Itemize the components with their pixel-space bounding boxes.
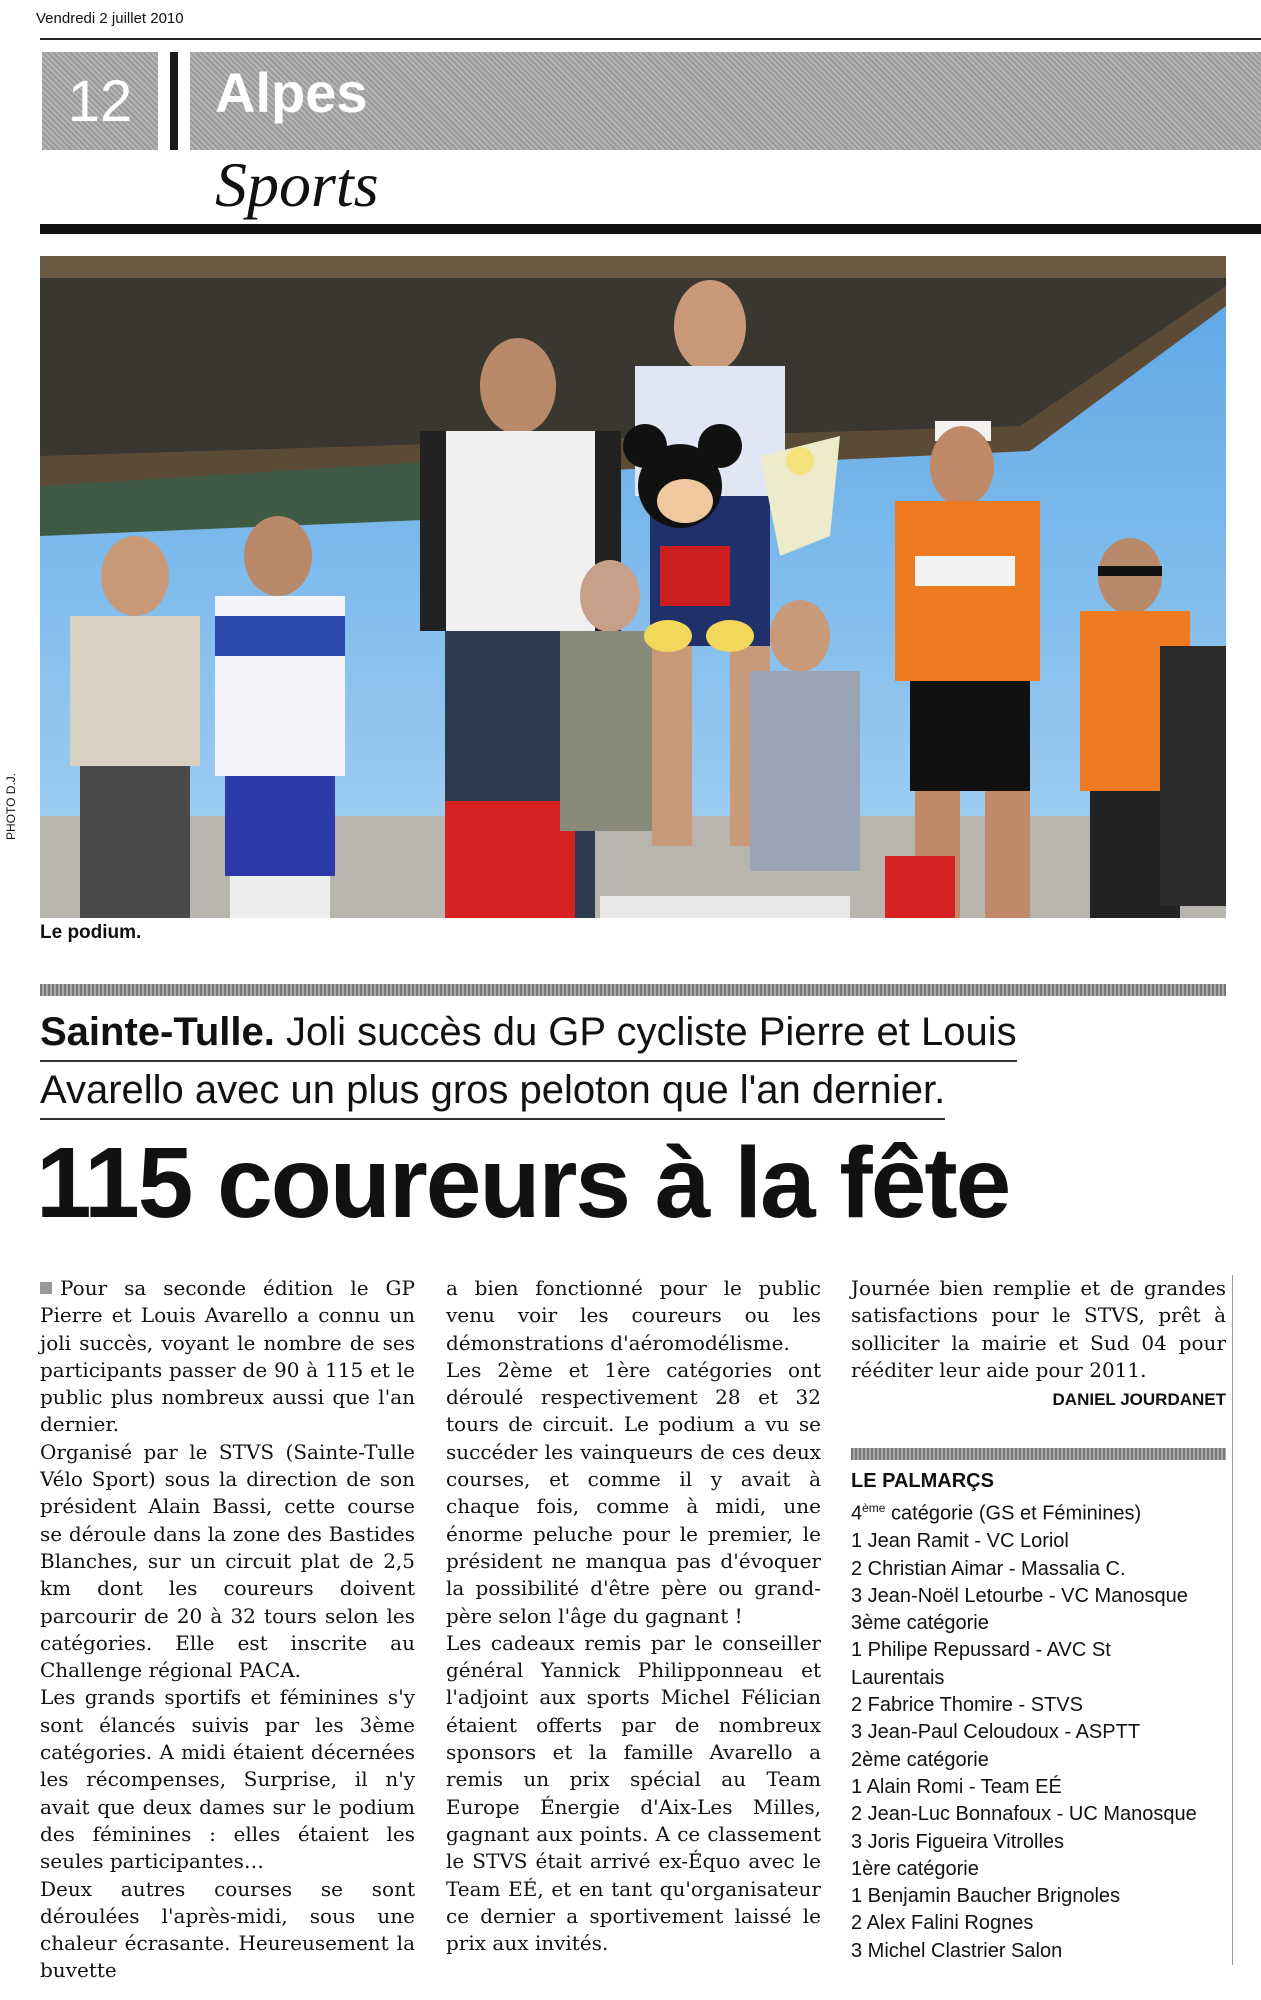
result-row: 1 Philipe Repussard - AVC St bbox=[851, 1639, 1111, 1662]
result-row: 2 Alex Falini Rognes bbox=[851, 1912, 1034, 1935]
result-row: 2 Christian Aimar - Massalia C. bbox=[851, 1557, 1126, 1580]
paragraph-text: Pour sa seconde édition le GP Pierre et Louis Avarello a connu un joli succès, voyant le nombre de ses participants passer de 90 à 115 et le public plus nombreux aussi que l'an dernier. bbox=[40, 1276, 415, 1437]
kicker-line-2: Avarello avec un plus gros peloton que l'an dernier. bbox=[40, 1062, 945, 1120]
article-paragraph: Les grands sportifs et féminines s'y sont élancés suivis par les 3ème catégories. A midi étaient décernées les récompenses, Surprise, il n'y avait que deux dames sur le podium des féminines : elles étaient les seules participantes… bbox=[40, 1685, 415, 1874]
article-paragraph: Deux autres courses se sont déroulées l'après-midi, sous une chaleur écrasante. Heureusement la buvette bbox=[40, 1876, 415, 1983]
result-row: 1 Alain Romi - Team EÉ bbox=[851, 1775, 1062, 1798]
article-paragraph: a bien fonctionné pour le public venu voir les coureurs ou les démonstrations d'aéromodélisme. bbox=[446, 1276, 821, 1355]
header-thick-rule bbox=[40, 224, 1261, 234]
podium-photo-illustration bbox=[40, 256, 1226, 918]
article-paragraph: Journée bien remplie et de grandes satisfactions pour le STVS, prêt à solliciter la mairie et Sud 04 pour rééditer leur aide pour 2011. bbox=[851, 1276, 1226, 1382]
subsection-title: Sports bbox=[215, 149, 379, 220]
result-row: 3 Jean-Paul Celoudoux - ASPTT bbox=[851, 1721, 1141, 1744]
article-paragraph: Les cadeaux remis par le conseiller général Yannick Philipponneau et l'adjoint aux sports Michel Félician étaient offerts par de nombreux sponsors et la famille Avarello a remis un prix spécial au Team Europe Énergie d'Aix-Les Milles, gagnant aux points. A ce classement le STVS était arrivé ex-Équo avec le Team EÉ, et en tant qu'organisateur ce dernier a sportivement laissé le prix aux invités. bbox=[446, 1630, 821, 1956]
category-heading bbox=[851, 1495, 1231, 1528]
result-row: 3 Jean-Noël Letourbe - VC Manosque bbox=[851, 1584, 1188, 1607]
article-paragraph bbox=[40, 1275, 415, 1439]
result-row: 3 Michel Clastrier Salon bbox=[851, 1939, 1063, 1962]
podium-photo bbox=[40, 256, 1226, 918]
palmares-bar bbox=[851, 1448, 1226, 1460]
category-label: catégorie (GS et Féminines) bbox=[885, 1502, 1142, 1525]
result-row: 1 Jean Ramit - VC Loriol bbox=[851, 1530, 1069, 1553]
result-row: 2 Jean-Luc Bonnafoux - UC Manosque bbox=[851, 1803, 1197, 1826]
photo-credit: PHOTO D.J. bbox=[4, 772, 18, 840]
article-paragraph: Les 2ème et 1ère catégories ont déroulé respectivement 28 et 32 tours de circuit. Le podium a vu se succéder les vainqueurs de ces deux courses, et comme il y avait à chaque fois, comme à midi, une énorme peluche pour le premier, le président ne manqua pas d'évoquer la possibilité d'être père ou grand-père selon l'âge du gagnant ! bbox=[446, 1357, 821, 1628]
page-number: 12 bbox=[42, 52, 158, 150]
article-paragraph: Organisé par le STVS (Sainte-Tulle Vélo Sport) sous la direction de son président Alain Bassi, cette course se déroule dans la zone des Bastides Blanches, sur un circuit plat de 2,5 km dont les coureurs doivent parcourir de 20 à 32 tours selon les catégories. Elle est inscrite au Challenge régional PACA. bbox=[40, 1439, 415, 1683]
lead-square-icon bbox=[40, 1282, 52, 1294]
kicker-text-1: Joli succès du GP cycliste Pierre et Louis bbox=[274, 1010, 1017, 1054]
category-heading: 1ère catégorie bbox=[851, 1857, 979, 1880]
article-column-2 bbox=[446, 1275, 821, 1957]
article-column-1 bbox=[40, 1275, 415, 1985]
category-heading: 3ème catégorie bbox=[851, 1612, 989, 1635]
palmares-title: LE PALMARÇS bbox=[851, 1470, 994, 1492]
article-kicker bbox=[40, 1004, 1100, 1120]
category-suffix: ème bbox=[862, 1501, 886, 1516]
category-heading: 2ème catégorie bbox=[851, 1748, 989, 1771]
category-number: 4 bbox=[851, 1502, 863, 1525]
result-row: 1 Benjamin Baucher Brignoles bbox=[851, 1885, 1121, 1908]
column-rule bbox=[1232, 1275, 1233, 1965]
photo-caption: Le podium. bbox=[40, 922, 142, 943]
section-title: Alpes bbox=[215, 61, 368, 124]
header-separator bbox=[170, 52, 178, 150]
article-top-bar bbox=[40, 984, 1226, 996]
article-column-3 bbox=[851, 1275, 1226, 1413]
header-rule bbox=[40, 38, 1261, 40]
kicker-place: Sainte-Tulle. bbox=[40, 1010, 275, 1054]
edition-date: Vendredi 2 juillet 2010 bbox=[36, 10, 184, 27]
article-byline: DANIEL JOURDANET bbox=[1052, 1390, 1226, 1410]
result-row: Laurentais bbox=[851, 1666, 945, 1689]
palmares-box bbox=[851, 1468, 1231, 1965]
result-row: 3 Joris Figueira Vitrolles bbox=[851, 1830, 1065, 1853]
article-headline: 115 coureurs à la fête bbox=[36, 1127, 1010, 1239]
result-row: 2 Fabrice Thomire - STVS bbox=[851, 1694, 1083, 1717]
kicker-line-1 bbox=[40, 1004, 1017, 1062]
